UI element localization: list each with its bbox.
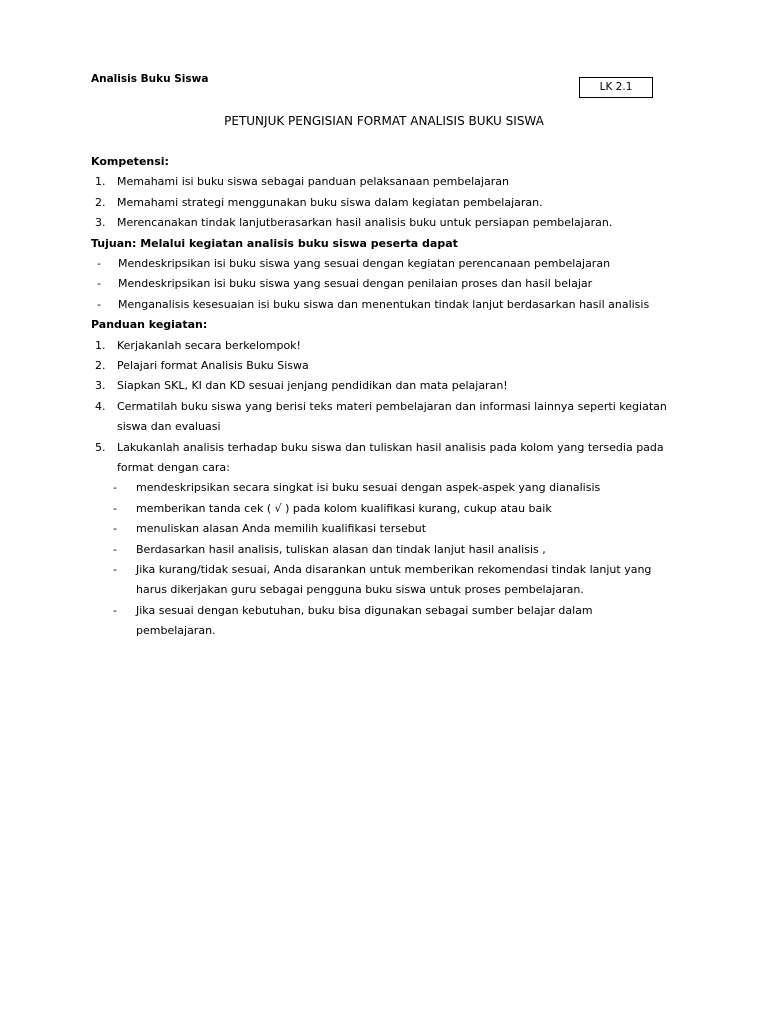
panduan-item: [91, 376, 691, 396]
bullet-dash: -: [113, 603, 117, 617]
panduan-sub-item: [91, 560, 668, 601]
lk-code-box: LK 2.1: [579, 77, 653, 98]
list-number: 1.: [95, 175, 106, 189]
list-text: Merencanakan tindak lanjutberasarkan hasil analisis buku untuk persiapan pembelajaran.: [117, 216, 613, 230]
bullet-dash: -: [113, 481, 117, 495]
list-text: mendeskripsikan secara singkat isi buku sesuai dengan aspek-aspek yang dianalisis: [136, 481, 601, 495]
panduan-item: [91, 397, 683, 438]
kompetensi-item: [91, 172, 691, 192]
list-number: 3.: [95, 379, 106, 393]
tujuan-item: [91, 254, 691, 274]
panduan-item: [91, 336, 691, 356]
list-text: Memahami strategi menggunakan buku siswa dalam kegiatan pembelajaran.: [117, 195, 543, 209]
list-number: 3.: [95, 216, 106, 230]
list-number: 1.: [95, 338, 106, 352]
tujuan-item: [91, 295, 691, 315]
list-text: memberikan tanda cek ( √ ) pada kolom kualifikasi kurang, cukup atau baik: [136, 501, 552, 515]
panduan-item: [91, 356, 691, 376]
kompetensi-heading: Kompetensi:: [91, 155, 169, 168]
tujuan-heading: Tujuan: Melalui kegiatan analisis buku siswa peserta dapat: [91, 236, 458, 250]
bullet-dash: -: [97, 256, 101, 270]
panduan-sub-item: [91, 601, 668, 642]
list-text: Jika sesuai dengan kebutuhan, buku bisa digunakan sebagai sumber belajar dalam pembelajaran.: [136, 603, 593, 638]
panduan-sub-item: [91, 519, 668, 539]
panduan-sub-item: [91, 540, 668, 560]
bullet-dash: -: [113, 542, 117, 556]
bullet-dash: -: [113, 522, 117, 536]
kompetensi-item: [91, 193, 691, 213]
list-text: Cermatilah buku siswa yang berisi teks materi pembelajaran dan informasi lainnya seperti kegiatan siswa dan evaluasi: [117, 399, 667, 434]
list-text: menuliskan alasan Anda memilih kualifikasi tersebut: [136, 522, 427, 536]
list-text: Mendeskripsikan isi buku siswa yang sesuai dengan kegiatan perencanaan pembelajaran: [118, 256, 611, 270]
list-text: Kerjakanlah secara berkelompok!: [117, 338, 301, 352]
bullet-dash: -: [113, 562, 117, 576]
list-text: Pelajari format Analisis Buku Siswa: [117, 358, 309, 372]
list-text: Mendeskripsikan isi buku siswa yang sesuai dengan penilaian proses dan hasil belajar: [118, 277, 593, 291]
document-label: Analisis Buku Siswa: [91, 73, 209, 85]
list-number: 5.: [95, 440, 106, 454]
list-number: 2.: [95, 195, 106, 209]
tujuan-item: [91, 274, 691, 294]
list-text: Jika kurang/tidak sesuai, Anda disarankan untuk memberikan rekomendasi tindak lanjut yang harus dikerjakan guru sebagai pengguna buku siswa untuk proses pembelajaran.: [136, 562, 652, 597]
bullet-dash: -: [113, 501, 117, 515]
list-text: Berdasarkan hasil analisis, tuliskan alasan dan tindak lanjut hasil analisis ,: [136, 542, 546, 556]
panduan-sub-item: [91, 499, 668, 519]
list-text: Menganalisis kesesuaian isi buku siswa dan menentukan tindak lanjut berdasarkan hasil analisis: [118, 297, 650, 311]
bullet-dash: -: [97, 297, 101, 311]
list-text: Lakukanlah analisis terhadap buku siswa dan tuliskan hasil analisis pada kolom yang tersedia pada format dengan cara:: [117, 440, 664, 474]
panduan-sub-item: [91, 478, 668, 498]
list-text: Siapkan SKL, KI dan KD sesuai jenjang pendidikan dan mata pelajaran!: [117, 379, 508, 393]
list-number: 4.: [95, 399, 106, 413]
list-text: Memahami isi buku siswa sebagai panduan pelaksanaan pembelajaran: [117, 175, 509, 189]
document-body: [91, 152, 691, 642]
panduan-heading: Panduan kegiatan:: [91, 318, 208, 332]
bullet-dash: -: [97, 277, 101, 291]
page-title: PETUNJUK PENGISIAN FORMAT ANALISIS BUKU SISWA: [224, 114, 544, 128]
kompetensi-item: [91, 213, 691, 233]
list-number: 2.: [95, 358, 106, 372]
panduan-item: [91, 438, 683, 479]
